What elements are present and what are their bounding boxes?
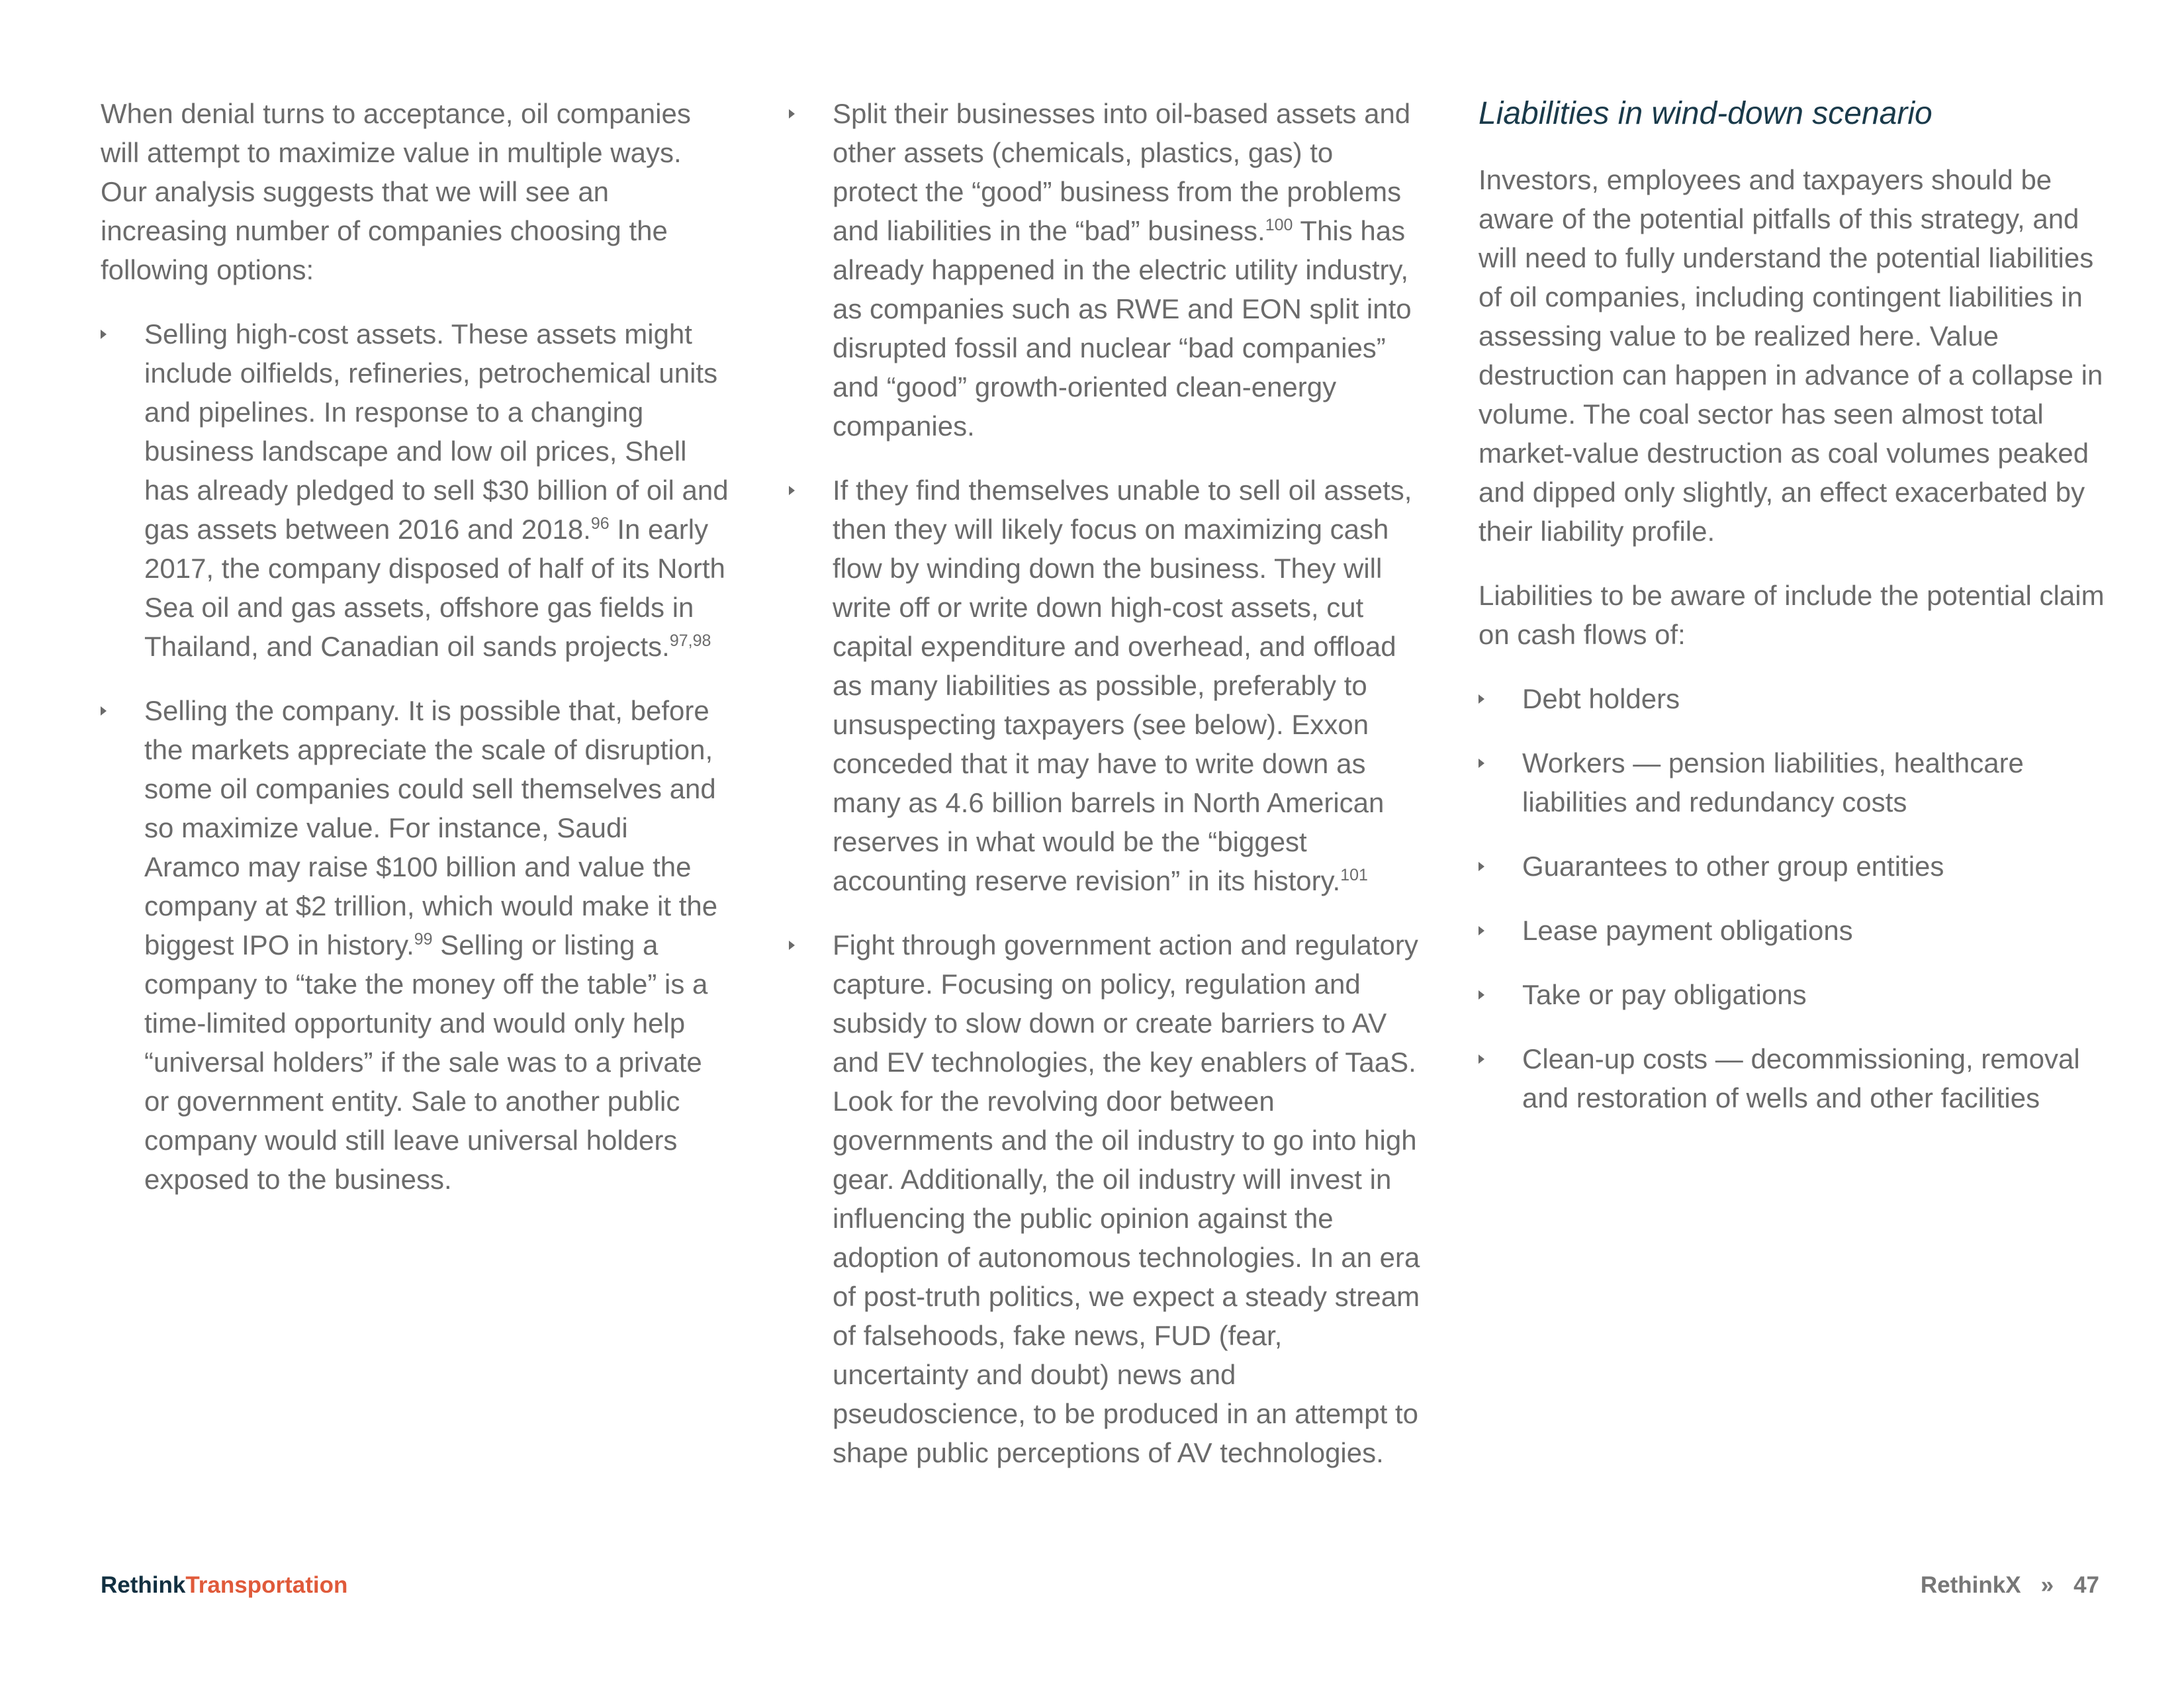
- liabilities-paragraph: Investors, employees and taxpayers should be aware of the potential pitfalls of this strategy, and will need to fully understand the potential liabilities of oil companies, including contingent liabilities in assessing value to be realized here. Value destruction can happen in advance of a collapse in volume. The coal sector has seen almost total market-value destruction as coal volumes peaked and dipped only slightly, an effect exacerbated by their liability profile.: [1479, 164, 2103, 547]
- triangle-bullet-icon: [789, 486, 795, 495]
- bullet-text: If they find themselves unable to sell oil assets, then they will likely focus on maximizing cash flow by winding down the business. They will write off or write down high-cost assets, cut capital expenditure and overhead, and offload as many liabilities as possible, preferably to unsuspecting taxpayers (see below). Exxon conceded that it may have to write down as many as 4.6 billion barrels in North American reserves in what would be the “biggest accounting reserve revision” in its history.: [833, 475, 1412, 896]
- brand-rethink: Rethink: [101, 1572, 186, 1598]
- list-item-wind-down: [789, 471, 1424, 900]
- triangle-bullet-icon: [101, 706, 107, 716]
- liability-text: Debt holders: [1522, 683, 1680, 714]
- bullet-text: In early 2017, the company disposed of half of its North Sea oil and gas assets, offshore gas fields in Thailand, and Canadian oil sands projects.: [144, 514, 725, 662]
- page-footer: [1921, 1570, 2099, 1601]
- footnote-ref: 96: [590, 514, 610, 533]
- bullet-text: This has already happened in the electric utility industry, as companies such as RWE and EON split into disrupted fossil and nuclear “bad companies” and “good” growth-oriented clean-energy companies.: [833, 215, 1412, 442]
- bullet-text: Selling the company. It is possible that, before the markets appreciate the scale of disruption, some oil companies could sell themselves and so maximize value. For instance, Saudi Aramco may raise $100 billion and value the company at $2 trillion, which would make it the biggest IPO in history.: [144, 695, 718, 961]
- publisher-name: RethinkX: [1920, 1572, 2021, 1598]
- list-item: [1479, 847, 2114, 886]
- list-item: [1479, 679, 2114, 718]
- liability-text: Guarantees to other group entities: [1522, 851, 1944, 882]
- triangle-bullet-icon: [1479, 1055, 1484, 1064]
- list-item-selling-company: [101, 691, 729, 1199]
- triangle-bullet-icon: [1479, 926, 1484, 935]
- list-item-split-businesses: [789, 94, 1424, 445]
- bullet-text: Split their businesses into oil-based assets and other assets (chemicals, plastics, gas) to protect the “good” business from the problems and liabilities in the “bad” business.: [833, 98, 1411, 246]
- triangle-bullet-icon: [1479, 862, 1484, 871]
- list-item: [1479, 1039, 2114, 1117]
- bullet-text: Selling or listing a company to “take the money off the table” is a time-limited opportunity and would only help “universal holders” if the sale was to a private or government entity. Sale to another public company would still leave universal holders exposed to the business.: [144, 929, 708, 1195]
- bullet-text: Selling high-cost assets. These assets might include oilfields, refineries, petrochemical units and pipelines. In response to a changing business landscape and low oil prices, Shell has already pledged to sell $30 billion of oil and gas assets between 2016 and 2018.: [144, 318, 729, 545]
- brand-transportation: Transportation: [185, 1572, 348, 1598]
- liability-text: Take or pay obligations: [1522, 979, 1807, 1010]
- footnote-ref: 97,98: [669, 632, 711, 650]
- triangle-bullet-icon: [1479, 759, 1484, 768]
- text-column-1: [101, 94, 729, 1224]
- intro-paragraph: When denial turns to acceptance, oil companies will attempt to maximize value in multiple ways. Our analysis suggests that we will see an increasing number of companies choosing the following options:: [101, 98, 691, 285]
- options-list-b: [789, 94, 1424, 1472]
- triangle-bullet-icon: [789, 109, 795, 118]
- options-list-a: [101, 314, 729, 1199]
- footnote-ref: 99: [414, 930, 433, 949]
- liability-text: Lease payment obligations: [1522, 915, 1853, 946]
- liability-text: Workers — pension liabilities, healthcare liabilities and redundancy costs: [1522, 747, 2024, 818]
- liability-text: Clean-up costs — decommissioning, removal and restoration of wells and other facilities: [1522, 1043, 2080, 1113]
- footer-separator: »: [2040, 1572, 2054, 1598]
- footer-brand: [101, 1570, 347, 1601]
- list-item: [1479, 743, 2114, 821]
- list-item: [1479, 975, 2114, 1014]
- footnote-ref: 101: [1340, 866, 1368, 884]
- list-item-government-action: [789, 925, 1424, 1472]
- claims-intro-paragraph: Liabilities to be aware of include the potential claim on cash flows of:: [1479, 580, 2105, 650]
- triangle-bullet-icon: [101, 330, 107, 339]
- text-column-2: [789, 94, 1424, 1497]
- triangle-bullet-icon: [1479, 694, 1484, 704]
- triangle-bullet-icon: [789, 941, 795, 950]
- footnote-ref: 100: [1265, 216, 1293, 234]
- section-heading: Liabilities in wind-down scenario: [1479, 96, 1933, 131]
- list-item-selling-assets: [101, 314, 729, 666]
- bullet-text: Fight through government action and regulatory capture. Focusing on policy, regulation and subsidy to slow down or create barriers to AV and EV technologies, the key enablers of TaaS. Look for the revolving door between governments and the oil industry to go into high gear. Additionally, the oil industry will invest in influencing the public opinion against the adoption of autonomous technologies. In an era of post-truth politics, we expect a steady stream of falsehoods, fake news, FUD (fear, uncertainty and doubt) news and pseudoscience, to be produced in an attempt to shape public perceptions of AV technologies.: [833, 929, 1420, 1468]
- triangle-bullet-icon: [1479, 990, 1484, 1000]
- liabilities-list: [1479, 679, 2114, 1117]
- page-number: 47: [2073, 1572, 2099, 1598]
- list-item: [1479, 911, 2114, 950]
- text-column-3: [1479, 94, 2114, 1143]
